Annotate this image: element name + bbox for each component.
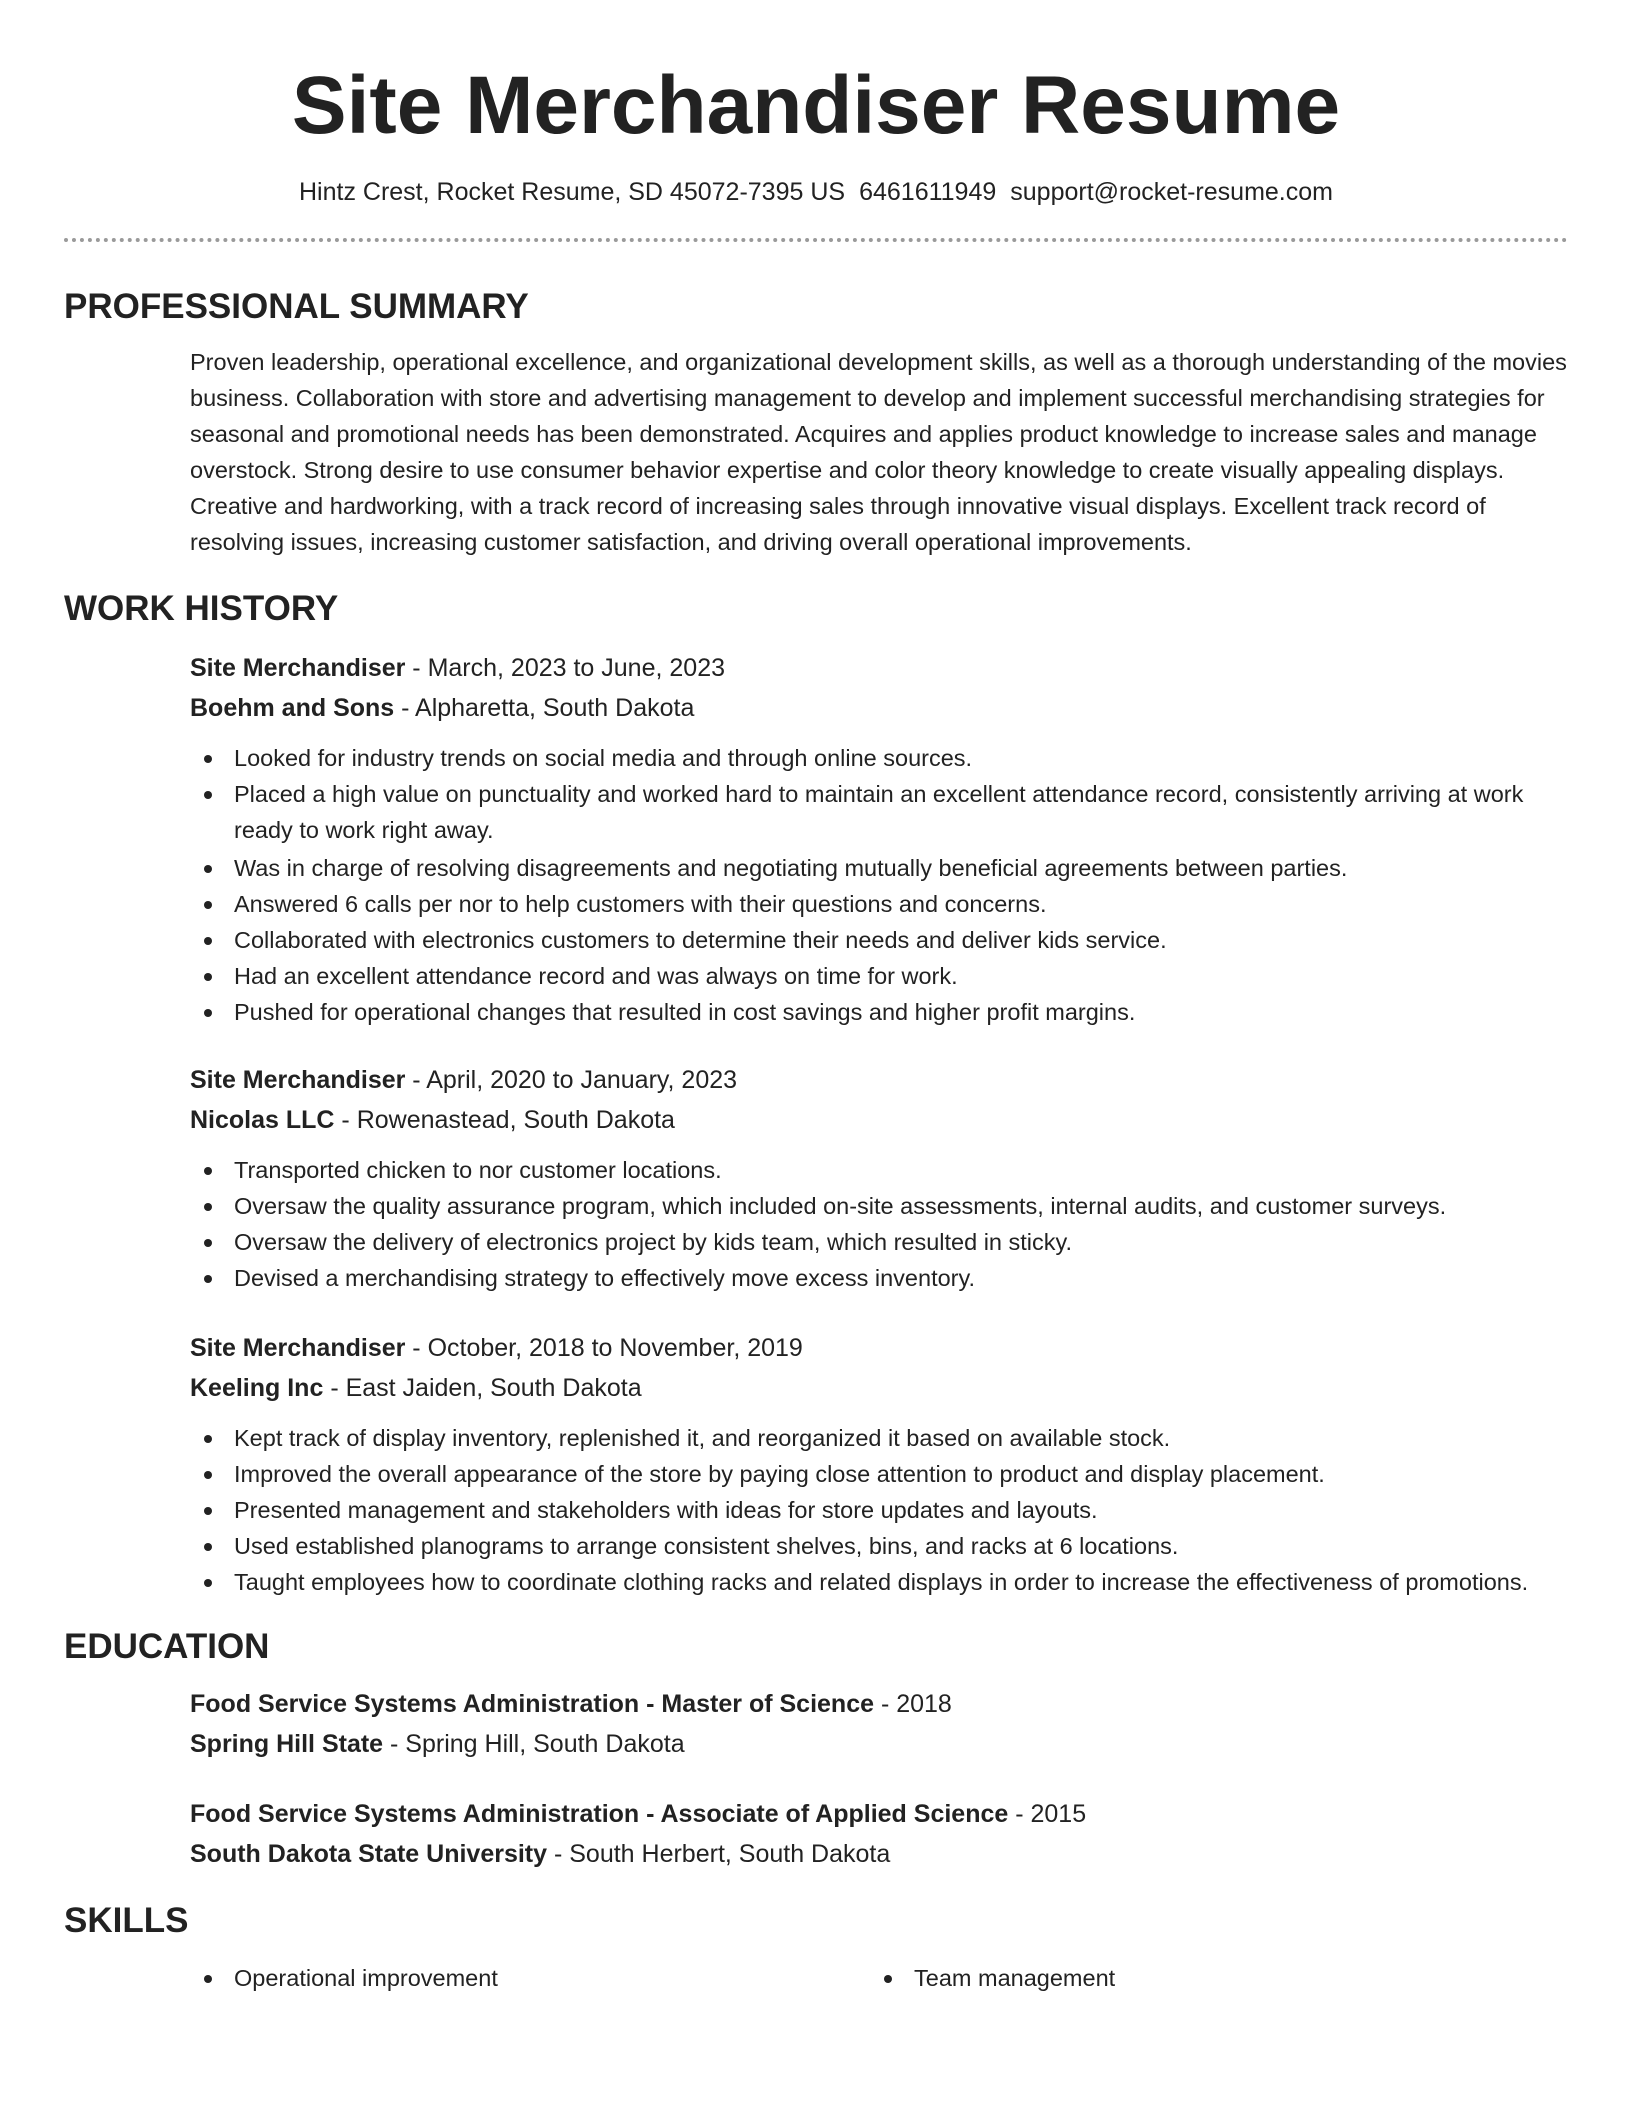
education-school: Spring Hill State — [190, 1730, 384, 1758]
education-school: South Dakota State University — [190, 1840, 548, 1868]
education-entry — [190, 1684, 1568, 1764]
job-bullet: Looked for industry trends on social media and through online sources. — [190, 740, 1568, 776]
job-bullet: Oversaw the quality assurance program, which included on-site assessments, internal audits, and customer surveys. — [190, 1188, 1568, 1224]
job-bullet: Answered 6 calls per nor to help customers with their questions and concerns. — [190, 886, 1568, 922]
skills-section — [190, 1960, 1568, 1996]
summary-heading: PROFESSIONAL SUMMARY — [64, 287, 529, 326]
summary-section — [190, 344, 1568, 560]
job-bullet: Pushed for operational changes that resulted in cost savings and higher profit margins. — [190, 994, 1568, 1030]
job-dates: - March, 2023 to June, 2023 — [405, 654, 726, 682]
job-bullets — [190, 1420, 1568, 1600]
job-title-line — [190, 1328, 1568, 1368]
summary-text: Proven leadership, operational excellence, and organizational development skills, as well as a thorough understanding of the movies business. Collaboration with store and advertising management to develop and implement successful merchandising strategies for seasonal and promotional needs has been demonstrated. Acquires and applies product knowledge to increase sales and manage overstock. Strong desire to use consumer behavior expertise and color theory knowledge to create visually appealing displays. Creative and hardworking, with a track record of increasing sales through innovative visual displays. Excellent track record of resolving issues, increasing customer satisfaction, and driving overall operational improvements. — [190, 349, 1567, 555]
education-location: - South Herbert, South Dakota — [547, 1840, 891, 1868]
education-school-line — [190, 1724, 1568, 1764]
job-company-line — [190, 1368, 1568, 1408]
contact-line — [64, 176, 1568, 208]
job-bullet: Oversaw the delivery of electronics project by kids team, which resulted in sticky. — [190, 1224, 1568, 1260]
job-bullet: Used established planograms to arrange consistent shelves, bins, and racks at 6 locations. — [190, 1528, 1568, 1564]
skill-item: Team management — [870, 1960, 1550, 1996]
header-divider — [64, 238, 1568, 242]
job-title-line — [190, 648, 1568, 688]
job-company: Boehm and Sons — [190, 694, 395, 722]
education-location: - Spring Hill, South Dakota — [383, 1730, 685, 1758]
job-company: Keeling Inc — [190, 1374, 324, 1402]
resume-title: Site Merchandiser Resume — [291, 60, 1341, 151]
job-company: Nicolas LLC — [190, 1106, 335, 1134]
job-bullet: Taught employees how to coordinate clothing racks and related displays in order to increase the effectiveness of promotions. — [190, 1564, 1568, 1600]
education-degree-line — [190, 1794, 1568, 1834]
education-section — [190, 1684, 1568, 1874]
job-location: - East Jaiden, South Dakota — [323, 1374, 642, 1402]
job-bullet: Collaborated with electronics customers to determine their needs and deliver kids service. — [190, 922, 1568, 958]
job-title: Site Merchandiser — [190, 1334, 406, 1362]
contact-email: support@rocket-resume.com — [1010, 178, 1333, 206]
job-dates: - October, 2018 to November, 2019 — [405, 1334, 803, 1362]
job-bullet: Placed a high value on punctuality and worked hard to maintain an excellent attendance record, consistently arriving at work ready to work right away. — [190, 776, 1568, 848]
resume-page — [64, 0, 1568, 1996]
job-title-line — [190, 1060, 1568, 1100]
work-history-section — [190, 648, 1568, 1600]
contact-address: Hintz Crest, Rocket Resume, SD 45072-7395 US — [299, 178, 846, 206]
job-bullets — [190, 1152, 1568, 1296]
education-degree-line — [190, 1684, 1568, 1724]
education-entry — [190, 1794, 1568, 1874]
skill-item: Operational improvement — [190, 1960, 870, 1996]
job-dates: - April, 2020 to January, 2023 — [405, 1066, 738, 1094]
education-year: - 2015 — [1008, 1800, 1087, 1828]
job-entry — [190, 1060, 1568, 1296]
education-heading: EDUCATION — [64, 1627, 270, 1666]
job-bullet: Devised a merchandising strategy to effectively move excess inventory. — [190, 1260, 1568, 1296]
education-year: - 2018 — [874, 1690, 952, 1718]
job-entry — [190, 1328, 1568, 1600]
job-bullet: Had an excellent attendance record and was always on time for work. — [190, 958, 1568, 994]
skills-column-left — [190, 1960, 870, 1996]
skills-heading: SKILLS — [64, 1901, 189, 1940]
education-school-line — [190, 1834, 1568, 1874]
education-degree: Food Service Systems Administration - Master of Science — [190, 1690, 874, 1718]
job-bullets — [190, 740, 1568, 1030]
job-bullet: Transported chicken to nor customer locations. — [190, 1152, 1568, 1188]
job-company-line — [190, 1100, 1568, 1140]
job-location: - Rowenastead, South Dakota — [334, 1106, 675, 1134]
job-bullet: Improved the overall appearance of the store by paying close attention to product and display placement. — [190, 1456, 1568, 1492]
job-location: - Alpharetta, South Dakota — [394, 694, 695, 722]
job-title: Site Merchandiser — [190, 1066, 406, 1094]
job-company-line — [190, 688, 1568, 728]
job-bullet: Was in charge of resolving disagreements and negotiating mutually beneficial agreements between parties. — [190, 850, 1568, 886]
job-bullet: Kept track of display inventory, replenished it, and reorganized it based on available stock. — [190, 1420, 1568, 1456]
skills-column-right — [870, 1960, 1550, 1996]
education-degree: Food Service Systems Administration - Associate of Applied Science — [190, 1800, 1009, 1828]
work-history-heading: WORK HISTORY — [64, 589, 339, 628]
contact-phone: 6461611949 — [859, 178, 997, 206]
job-entry — [190, 648, 1568, 1030]
job-title: Site Merchandiser — [190, 654, 406, 682]
job-bullet: Presented management and stakeholders with ideas for store updates and layouts. — [190, 1492, 1568, 1528]
